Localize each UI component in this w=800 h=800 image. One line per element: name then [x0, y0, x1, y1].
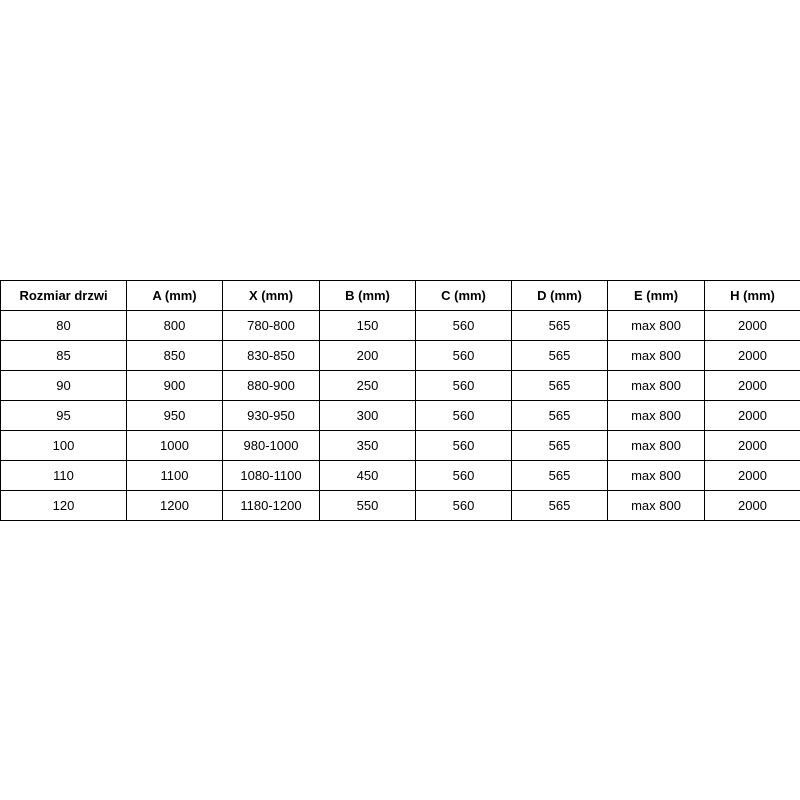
- table-header: [1, 281, 800, 311]
- table-cell: 560: [416, 311, 512, 341]
- table-cell: 560: [416, 491, 512, 521]
- table-cell: 980-1000: [223, 431, 320, 461]
- table-cell: 1000: [127, 431, 223, 461]
- table-cell: 1200: [127, 491, 223, 521]
- table-cell: 560: [416, 431, 512, 461]
- table-cell: 565: [512, 461, 608, 491]
- header-c-mm: C (mm): [416, 281, 512, 311]
- table-cell: 250: [320, 371, 416, 401]
- table-cell: 565: [512, 431, 608, 461]
- table-row: [1, 461, 800, 491]
- header-x-mm: X (mm): [223, 281, 320, 311]
- header-h-mm: H (mm): [705, 281, 800, 311]
- table-cell: 565: [512, 341, 608, 371]
- header-b-mm: B (mm): [320, 281, 416, 311]
- table-cell: 565: [512, 371, 608, 401]
- table-cell: max 800: [608, 491, 705, 521]
- table-cell: max 800: [608, 341, 705, 371]
- table-row: [1, 341, 800, 371]
- table-cell: 550: [320, 491, 416, 521]
- table-cell: 200: [320, 341, 416, 371]
- table-row: [1, 431, 800, 461]
- header-a-mm: A (mm): [127, 281, 223, 311]
- table-cell: 450: [320, 461, 416, 491]
- table-cell: 80: [1, 311, 127, 341]
- table-cell: 565: [512, 311, 608, 341]
- table-cell: 150: [320, 311, 416, 341]
- table-cell: 2000: [705, 371, 800, 401]
- table-cell: max 800: [608, 431, 705, 461]
- table-cell: 560: [416, 461, 512, 491]
- table-row: [1, 491, 800, 521]
- table-cell: 110: [1, 461, 127, 491]
- table-cell: 565: [512, 491, 608, 521]
- table-body: [1, 311, 800, 521]
- table-cell: 85: [1, 341, 127, 371]
- table-cell: 300: [320, 401, 416, 431]
- table-cell: 830-850: [223, 341, 320, 371]
- table-cell: 880-900: [223, 371, 320, 401]
- table-cell: 100: [1, 431, 127, 461]
- table-cell: 1180-1200: [223, 491, 320, 521]
- table-cell: 350: [320, 431, 416, 461]
- table-cell: 560: [416, 401, 512, 431]
- table-cell: 930-950: [223, 401, 320, 431]
- table-cell: max 800: [608, 311, 705, 341]
- table-row: [1, 371, 800, 401]
- table-cell: 2000: [705, 431, 800, 461]
- table-cell: 560: [416, 371, 512, 401]
- table-cell: 800: [127, 311, 223, 341]
- table-cell: 120: [1, 491, 127, 521]
- table-cell: 850: [127, 341, 223, 371]
- table-cell: 1100: [127, 461, 223, 491]
- table-cell: 2000: [705, 401, 800, 431]
- table-cell: 565: [512, 401, 608, 431]
- table-cell: 2000: [705, 491, 800, 521]
- table-cell: 560: [416, 341, 512, 371]
- table-cell: 900: [127, 371, 223, 401]
- table-cell: 950: [127, 401, 223, 431]
- table-cell: 780-800: [223, 311, 320, 341]
- table-row: [1, 311, 800, 341]
- header-door-size: Rozmiar drzwi: [1, 281, 127, 311]
- table-cell: 2000: [705, 341, 800, 371]
- header-d-mm: D (mm): [512, 281, 608, 311]
- table-cell: 1080-1100: [223, 461, 320, 491]
- table-cell: max 800: [608, 371, 705, 401]
- table-row: [1, 401, 800, 431]
- table-cell: 2000: [705, 461, 800, 491]
- table-cell: 2000: [705, 311, 800, 341]
- header-e-mm: E (mm): [608, 281, 705, 311]
- dimensions-table: [0, 280, 800, 521]
- table-cell: 95: [1, 401, 127, 431]
- table-cell: max 800: [608, 401, 705, 431]
- header-row: [1, 281, 800, 311]
- table-cell: max 800: [608, 461, 705, 491]
- table-cell: 90: [1, 371, 127, 401]
